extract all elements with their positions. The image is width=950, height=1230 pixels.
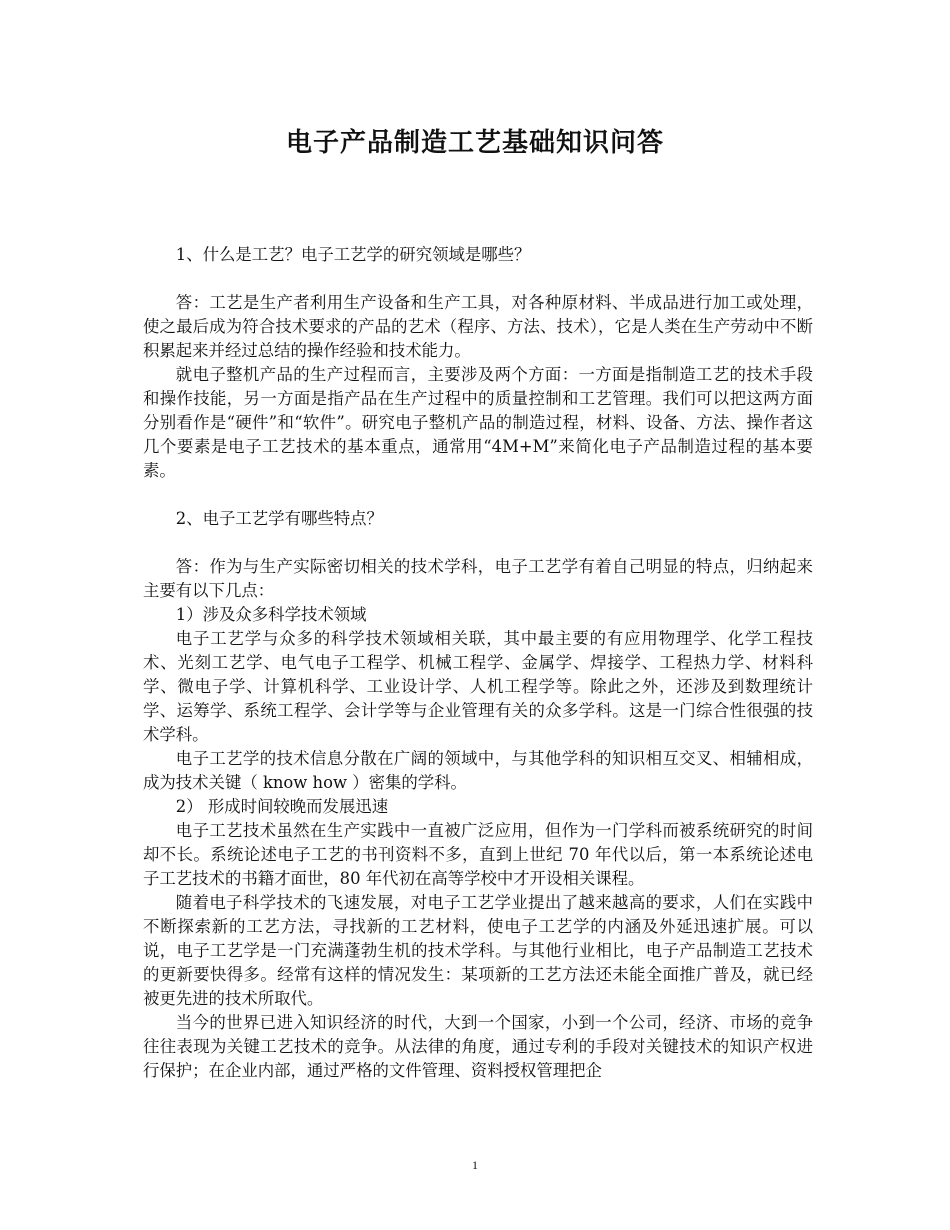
answer-1-paragraph-2: 就电子整机产品的生产过程而言，主要涉及两个方面：一方面是指制造工艺的技术手段和操作技能，另一方面是指产品在生产过程中的质量控制和工艺管理。我们可以把这两方面分别看作是“硬件”和“软件”。研究电子整机产品的制造过程，材料、设备、方法、操作者这几个要素是电子工艺技术的基本重点，通常用“4M+M”来简化电子产品制造过程的基本要素。 [143,365,813,480]
answer-2-paragraph: 当今的世界已进入知识经济的时代，大到一个国家，小到一个公司，经济、市场的竞争往往表现为关键工艺技术的竞争。从法律的角度，通过专利的手段对关键技术的知识产权进行保护；在企业内部，通过严格的文件管理、资料授权管理把企 [143,1013,813,1080]
answer-2-paragraph: 电子工艺学的技术信息分散在广阔的领域中，与其他学科的知识相互交叉、相辅相成，成为技术关键（ know how ）密集的学科。 [143,749,813,792]
question-1: 1、什么是工艺？电子工艺学的研究领域是哪些？ [175,245,531,264]
document-title: 电子产品制造工艺基础知识问答 [285,128,664,158]
subheading-1: 1）涉及众多科学技术领域 [175,605,367,624]
answer-2-intro: 答：作为与生产实际密切相关的技术学科，电子工艺学有着自己明显的特点，归纳起来主要有以下几点： [143,557,813,600]
answer-2-paragraph: 电子工艺技术虽然在生产实践中一直被广泛应用，但作为一门学科而被系统研究的时间却不长。系统论述电子工艺的书刊资料不多，直到上世纪 70 年代以后，第一本系统论述电子工艺技术的书籍才面世，80 年代初在高等学校中才开设相关课程。 [143,821,813,888]
page-number: 1 [472,1158,478,1172]
answer-2-paragraph: 随着电子科学技术的飞速发展，对电子工艺学业提出了越来越高的要求，人们在实践中不断探索新的工艺方法，寻找新的工艺材料，使电子工艺学的内涵及外延迅速扩展。可以说，电子工艺学是一门充满蓬勃生机的技术学科。与其他行业相比，电子产品制造工艺技术的更新要快得多。经常有这样的情况发生：某项新的工艺方法还未能全面推广普及，就已经被更先进的技术所取代。 [143,893,813,1008]
document-body [143,243,813,1083]
subheading-2: 2） 形成时间较晚而发展迅速 [175,797,389,816]
answer-2-paragraph: 电子工艺学与众多的科学技术领域相关联，其中最主要的有应用物理学、化学工程技术、光刻工艺学、电气电子工程学、机械工程学、金属学、焊接学、工程热力学、材料科学、微电子学、计算机科学、工业设计学、人机工程学等。除此之外，还涉及到数理统计学、运筹学、系统工程学、会计学等与企业管理有关的众多学科。这是一门综合性很强的技术学科。 [143,629,813,744]
question-2: 2、电子工艺学有哪些特点？ [175,509,383,528]
answer-1-paragraph: 答：工艺是生产者利用生产设备和生产工具，对各种原材料、半成品进行加工或处理，使之最后成为符合技术要求的产品的艺术（程序、方法、技术），它是人类在生产劳动中不断积累起来并经过总结的操作经验和技术能力。 [143,293,813,360]
